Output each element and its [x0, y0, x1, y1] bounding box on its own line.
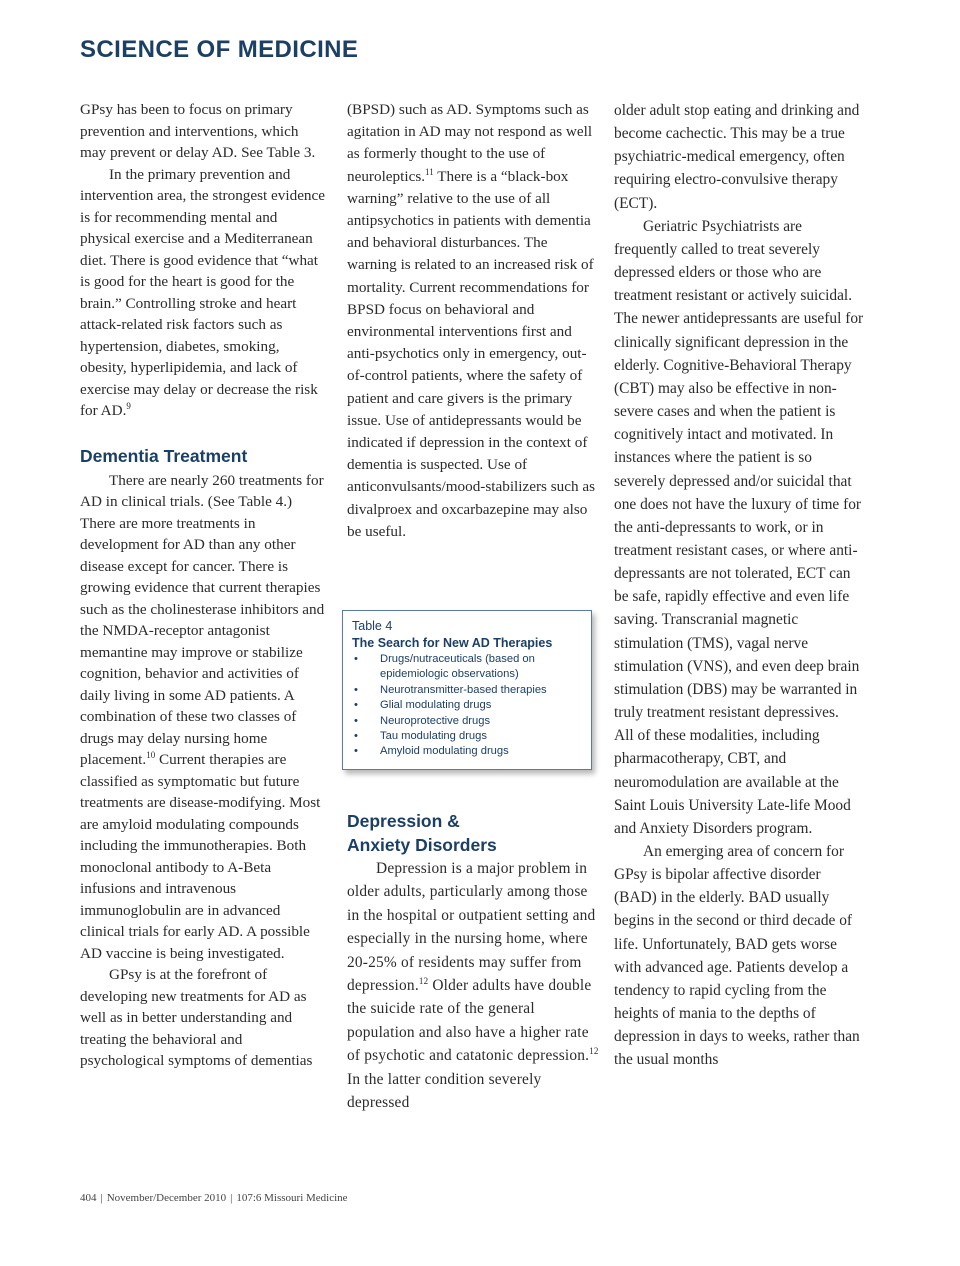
page-number: 404 — [80, 1192, 97, 1204]
list-item: • Drugs/nutraceuticals (based on epidemiologic observations) — [354, 653, 535, 681]
paragraph: In the primary prevention and intervention area, the strongest evidence is for recommending mental and physical exercise and a Mediterranean diet. There is good evidence that “what is good for the heart is good for the brain.” Controlling stroke and heart attack-related risk factors such as hypertension, diabetes, smoking, obesity, hyperlipidemia, and lack of exercise may delay or decrease the risk for AD.$^9$ — [80, 165, 326, 419]
paragraph: An emerging area of concern for GPsy is bipolar affective disorder (BAD) in the elderly. BAD usually begins in the second or third decade of life. Unfortunately, BAD gets worse with advanced age. Patients develop a tendency to rapid cycling from the heights of mania to the depths of depression in days to weeks, rather than the usual months — [614, 843, 860, 1069]
paragraph: GPsy has been to focus on primary prevention and interventions, which may prevent or delay AD. See Table 3. — [80, 101, 316, 161]
paragraph: All of these modalities, including pharmacotherapy, CBT, and neuromodulation are available at the Saint Louis University Late-life Mood and Anxiety Disorders program. — [614, 727, 851, 837]
reference-superscript: 11 — [425, 166, 434, 177]
reference-superscript: 9 — [126, 401, 131, 411]
column-3 — [614, 99, 866, 1072]
bullet-icon: • — [354, 683, 358, 696]
footer-separator: | — [230, 1192, 233, 1204]
list-item: • Neuroprotective drugs — [352, 714, 583, 729]
paragraph: Depression is a major problem in older adults, particularly among those in the hospital or outpatient setting and especially in the nursing home, where 20-25% of residents may suffer from depression.$^{12}$ Older adults have double the suicide rate of the general population and also have a higher rate of psychotic and catatonic depression.$^{12}$ In the latter condition severely depressed — [347, 860, 599, 1112]
reference-superscript: 10 — [146, 750, 156, 760]
reference-superscript: 12 — [589, 1046, 599, 1057]
paragraph: There are nearly 260 treatments for AD in clinical trials. (See Table 4.) There are more treatments in development for AD than any other disease except for cancer. There is growing evidence that current therapies such as the cholinesterase inhibitors and the NMDA-receptor antagonist memantine may improve or stabilize cognition, behavior and activities of daily living in some AD patients. A combination of these two classes of drugs may delay nursing home placement.$^{10}$ Current therapies are classified as symptomatic but future treatments are disease-modifying. Most are amyloid modulating compounds including the immunotherapies. Both monoclonal antibody to A-Beta infusions and intravenous immunoglobulin are in advanced clinical trials for early AD. A possible AD vaccine is being investigated. — [80, 471, 325, 962]
paragraph: Geriatric Psychiatrists are frequently called to treat severely depressed elders or those who are treatment resistant or actively suicidal. The newer antidepressants are useful for clinically significant depression in the elderly. Cognitive-Behavioral Therapy (CBT) may also be effective in non-severe cases and when the patient is cognitively intact and motivated. In instances where the patient is so severely depressed and/or suicidal that one does not have the luxury of time for the anti-depressants to work, or in treatment resistant cases, or where anti-depressants are not tolerated, ECT can be safe, rapidly effective and even life saving. Transcranial magnetic stimulation (TMS), vagal nerve stimulation (VNS), and even deep brain stimulation (DBS) may be warranted in truly treatment resistant depressives. — [614, 217, 864, 722]
paragraph: older adult stop eating and drinking and become cachectic. This may be a true psychiatric-medical emergency, often requiring electro-convulsive therapy (ECT). — [614, 102, 860, 212]
section-header: SCIENCE OF MEDICINE — [80, 36, 359, 63]
bullet-icon: • — [354, 745, 358, 758]
bullet-icon: • — [354, 699, 358, 712]
reference-superscript: 12 — [418, 976, 429, 987]
bullet-icon: • — [354, 653, 358, 665]
footer-separator: | — [100, 1192, 103, 1204]
table-list — [352, 652, 583, 760]
depression-anxiety-heading: Depression & Anxiety Disorders — [347, 811, 497, 855]
journal-name: 107:6 Missouri Medicine — [236, 1192, 348, 1204]
table-subtitle: The Search for New AD Therapies — [352, 636, 553, 650]
page-footer — [80, 1192, 348, 1204]
list-item: • Amyloid modulating drugs — [352, 744, 583, 759]
list-item: • Neurotransmitter-based therapies — [352, 683, 583, 698]
list-item: • Tau modulating drugs — [352, 729, 583, 744]
bullet-icon: • — [354, 730, 358, 743]
paragraph: GPsy is at the forefront of developing new treatments for AD as well as in better understanding and treating the behavioral and psychological symptoms of dementias — [80, 966, 313, 1069]
column-2 — [347, 99, 599, 543]
paragraph: (BPSD) such as AD. Symptoms such as agitation in AD may not respond as well as formerly thought to the use of neuroleptics.$^{11}$ There is a “black-box warning” relative to the use of all antipsychotics in patients with dementia and behavioral disturbances. The warning is related to an increased risk of mortality. Current recommendations for BPSD focus on behavioral and environmental interventions first and anti-psychotics only in emergency, out-of-control patients, where the safety of patient and care givers is the primary issue. Use of antidepressants would be indicated if depression in the context of dementia is suspected. Use of anticonvulsants/mood-stabilizers such as divalproex and oxcarbazepine may also be useful. — [347, 101, 596, 540]
column-2-lower — [347, 809, 599, 1114]
table-title: Table 4 — [352, 619, 393, 633]
issue-date: November/December 2010 — [106, 1192, 227, 1204]
table-4-box — [342, 610, 592, 770]
column-1 — [80, 99, 326, 1072]
bullet-icon: • — [354, 714, 358, 727]
dementia-treatment-heading: Dementia Treatment — [80, 445, 248, 466]
list-item: • Glial modulating drugs — [352, 698, 583, 713]
